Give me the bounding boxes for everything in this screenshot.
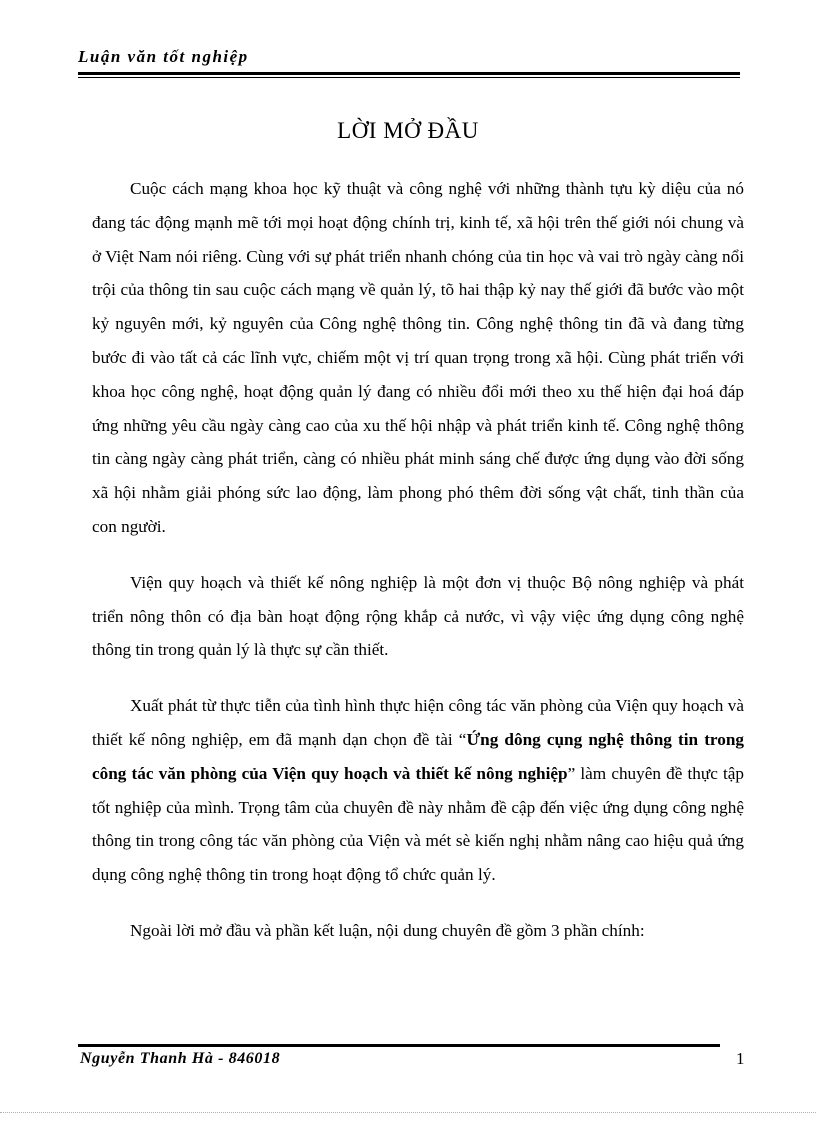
header-rule-thin — [78, 77, 740, 78]
header-rule — [78, 72, 740, 75]
paragraph-introduction: Cuộc cách mạng khoa học kỹ thuật và công nghệ với những thành tựu kỳ diệu của nó đang tác động mạnh mẽ tới mọi hoạt động chính trị, kinh tế, xã hội trên thế giới nói chung và ở Việt Nam nói riêng. Cùng với sự phát triển nhanh chóng của tin học và vai trò ngày càng nổi trội của thông tin sau cuộc cách mạng về quản lý, tõ hai thập kỷ nay thế giới đã bước vào một kỷ nguyên mới, kỷ nguyên của Công nghệ thông tin. Công nghệ thông tin đã và đang từng bước đi vào tất cả các lĩnh vực, chiếm một vị trí quan trọng trong xã hội. Cùng phát triển với khoa học công nghệ, hoạt động quản lý đang có nhiều đổi mới theo xu thế hiện đại hoá đáp ứng những yêu cầu ngày càng cao của xu thế hội nhập và phát triển kinh tế. Công nghệ thông tin càng ngày càng phát triển, càng có nhiều phát minh sáng chế được ứng dụng vào đời sống xã hội nhằm giải phóng sức lao động, làm phong phó thêm đời sống vật chất, tinh thần của con người. — [92, 179, 744, 536]
paragraph-topic-tail: ” làm chuyên đề thực tập tốt nghiệp của mình. Trọng tâm của chuyên đề này nhằm đề cập đến việc ứng dụng công nghệ thông tin trong công tác văn phòng của Viện và mét sè kiến nghị nhằm nâng cao hiệu quả ứng dụng công nghệ thông tin trong hoạt động tổ chức quản lý. — [92, 763, 744, 885]
page-bottom-divider — [0, 1112, 816, 1113]
paragraph-topic-lead: Xuất phát từ thực tiễn của tình hình thực hiện công tác văn phòng của Viện quy hoạch và thiết kế nông nghiệp, em đã mạnh dạn chọn đề tài “ — [92, 696, 744, 749]
running-header-title: Luận văn tốt nghiệp — [78, 47, 249, 66]
page-number: 1 — [736, 1049, 745, 1068]
paragraph-topic — [92, 689, 744, 892]
body-text — [92, 172, 744, 970]
thesis-topic-title: Ứng dông cụng nghệ thông tin trong công tác văn phòng của Viện quy hoạch và thiết kế nông nghiệp — [92, 729, 744, 783]
paragraph-institute: Viện quy hoạch và thiết kế nông nghiệp là một đơn vị thuộc Bộ nông nghiệp và phát triển nông thôn có địa bàn hoạt động rộng khắp cả nước, vì vậy việc ứng dụng công nghệ thông tin trong quản lý là thực sự cần thiết. — [92, 572, 744, 660]
footer-author: Nguyễn Thanh Hà - 846018 — [80, 1050, 281, 1067]
page-title: LỜI MỞ ĐẦU — [337, 118, 479, 143]
paragraph-structure: Ngoài lời mở đầu và phần kết luận, nội dung chuyên đề gồm 3 phần chính: — [130, 920, 645, 940]
footer-rule — [78, 1044, 720, 1047]
